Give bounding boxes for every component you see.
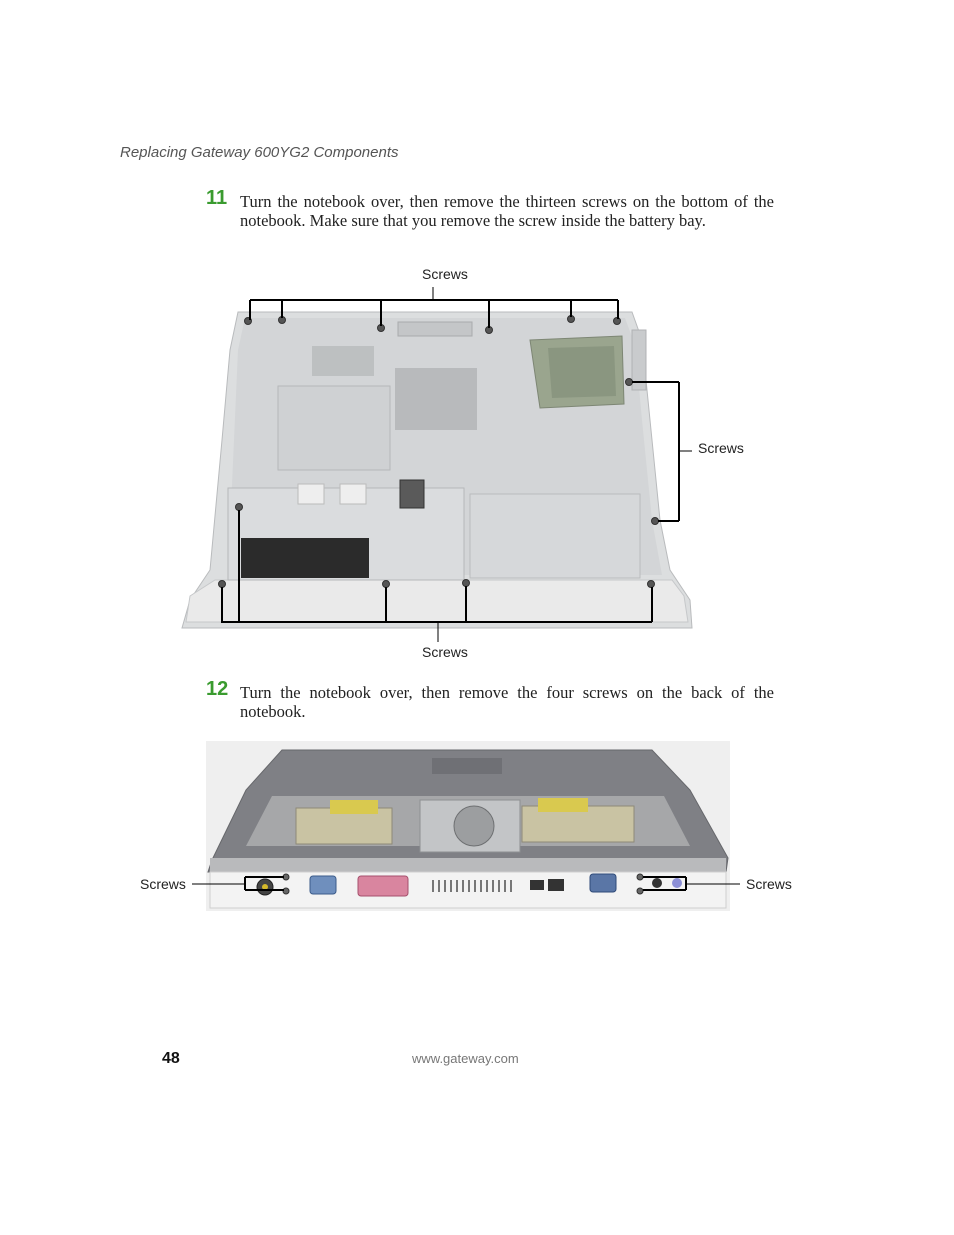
battery-label-area: [241, 538, 369, 578]
step-12-number: 12: [206, 678, 229, 700]
front-lip: [186, 580, 688, 622]
footer-url: www.gateway.com: [412, 1051, 519, 1066]
battery-connector: [400, 480, 424, 508]
battery-latch-right: [340, 484, 366, 504]
vent-grille-large: [395, 368, 477, 430]
screw: [652, 518, 659, 525]
callout-screws-top: Screws: [422, 266, 468, 282]
step-11-text: Turn the notebook over, then remove the thirteen screws on the bottom of the notebook. Make sure that you remove the screw inside the battery bay.: [240, 192, 774, 230]
callout-screws-left: Screws: [140, 876, 186, 892]
battery-latch-left: [298, 484, 324, 504]
screw: [648, 581, 655, 588]
running-head: Replacing Gateway 600YG2 Components: [120, 144, 399, 161]
screw: [626, 379, 633, 386]
lower-right-cover: [470, 494, 640, 578]
screw: [236, 504, 243, 511]
hard-drive-board: [548, 346, 616, 398]
memory-cover: [278, 386, 390, 470]
screw: [219, 581, 226, 588]
screw: [463, 580, 470, 587]
vent-grille-small: [312, 346, 374, 376]
callout-screws-bottom: Screws: [422, 644, 468, 660]
step-12-text: Turn the notebook over, then remove the four screws on the back of the notebook.: [240, 683, 774, 721]
callout-screws-right: Screws: [698, 440, 744, 456]
page-number: 48: [162, 1050, 180, 1067]
callout-screws-right-back: Screws: [746, 876, 792, 892]
top-slot: [398, 322, 472, 336]
step-11-number: 11: [206, 187, 228, 209]
screw: [383, 581, 390, 588]
